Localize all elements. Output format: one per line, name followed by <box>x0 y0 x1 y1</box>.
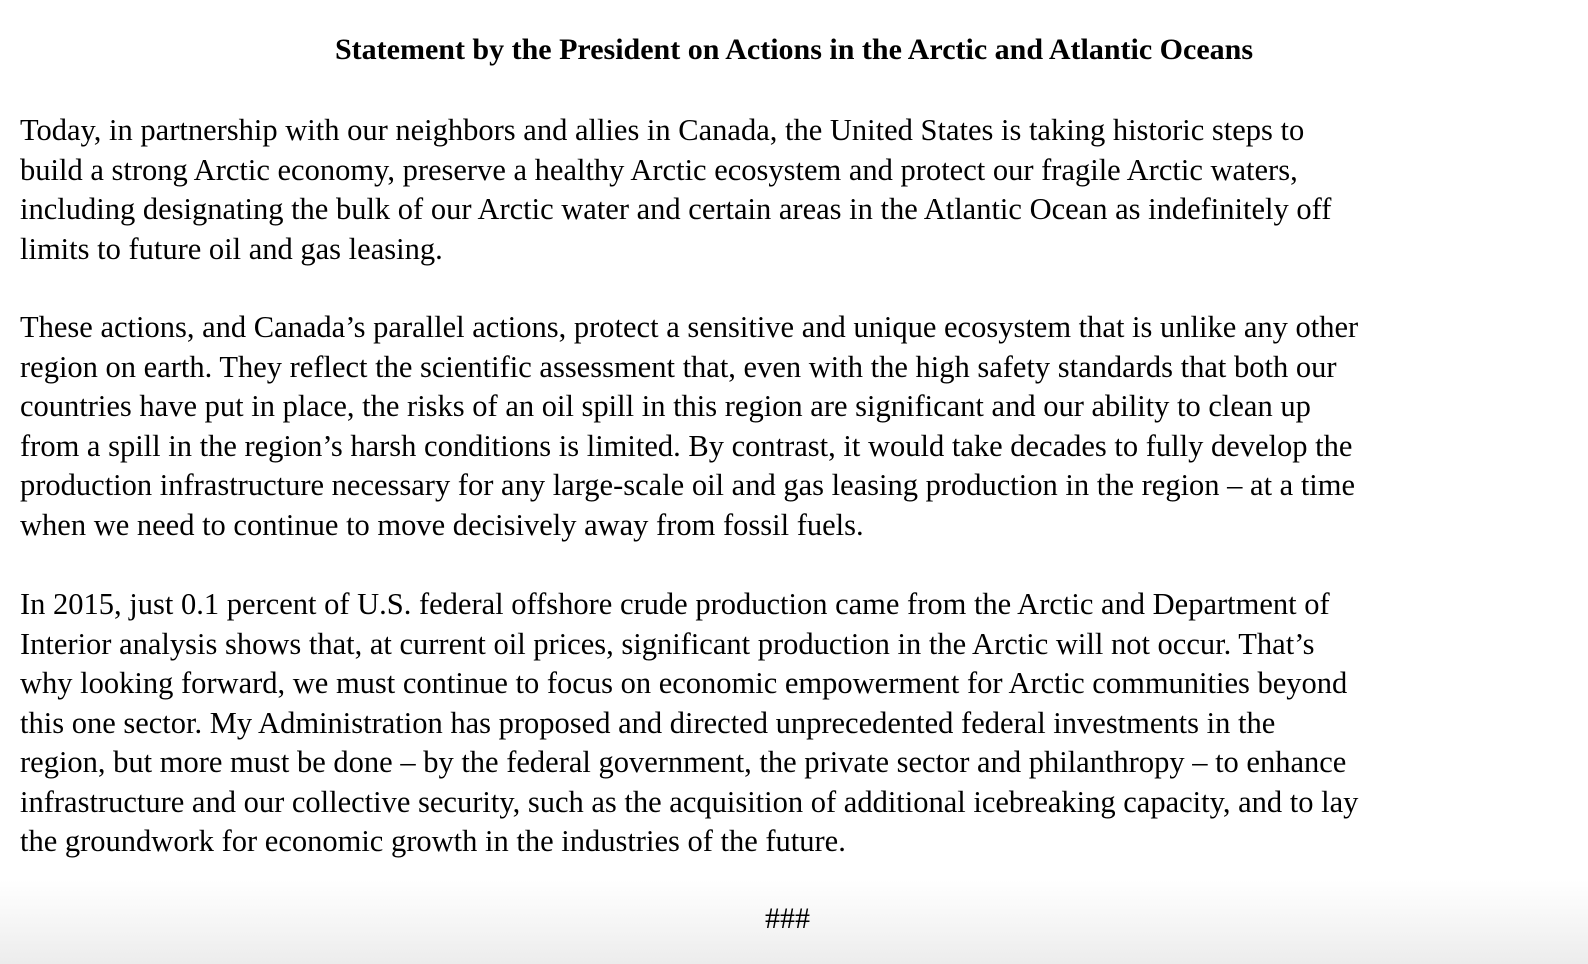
paragraph-line: infrastructure and our collective security, such as the acquisition of additional icebreaking capacity, and to lay <box>20 784 1359 819</box>
paragraph-line: production infrastructure necessary for any large-scale oil and gas leasing production in the region – at a time <box>20 468 1356 502</box>
paragraph-line: build a strong Arctic economy, preserve a healthy Arctic ecosystem and protect our fragile Arctic waters, <box>20 152 1298 187</box>
paragraph-line: Interior analysis shows that, at current oil prices, significant production in the Arctic will not occur. That’s <box>20 626 1315 661</box>
paragraph-3 <box>20 585 1568 862</box>
paragraph-line: These actions, and Canada’s parallel actions, protect a sensitive and unique ecosystem that is unlike any other <box>20 310 1359 344</box>
end-of-document-mark: ### <box>765 902 810 935</box>
paragraph-line: In 2015, just 0.1 percent of U.S. federal offshore crude production came from the Arctic and Department of <box>20 587 1330 621</box>
paragraph-line: including designating the bulk of our Arctic water and certain areas in the Atlantic Ocean as indefinitely off <box>20 192 1332 226</box>
document-title: Statement by the President on Actions in the Arctic and Atlantic Oceans <box>334 33 1254 66</box>
paragraph-line: the groundwork for economic growth in the industries of the future. <box>20 824 846 858</box>
paragraph-line: when we need to continue to move decisively away from fossil fuels. <box>20 507 864 542</box>
paragraph-line: from a spill in the region’s harsh conditions is limited. By contrast, it would take decades to fully develop the <box>20 428 1353 463</box>
paragraph-line: region, but more must be done – by the federal government, the private sector and philanthropy – to enhance <box>20 745 1347 779</box>
paragraph-line: countries have put in place, the risks of an oil spill in this region are significant and our ability to clean up <box>20 389 1311 423</box>
paragraph-line: why looking forward, we must continue to focus on economic empowerment for Arctic communities beyond <box>20 666 1348 700</box>
paragraph-line: this one sector. My Administration has proposed and directed unprecedented federal investments in the <box>20 705 1276 740</box>
paragraph-1 <box>20 111 1568 269</box>
paragraph-line: Today, in partnership with our neighbors and allies in Canada, the United States is taking historic steps to <box>20 113 1305 147</box>
paragraph-line: region on earth. They reflect the scientific assessment that, even with the high safety standards that both our <box>20 349 1337 384</box>
paragraph-line: limits to future oil and gas leasing. <box>20 231 443 266</box>
paragraph-2 <box>20 308 1568 545</box>
